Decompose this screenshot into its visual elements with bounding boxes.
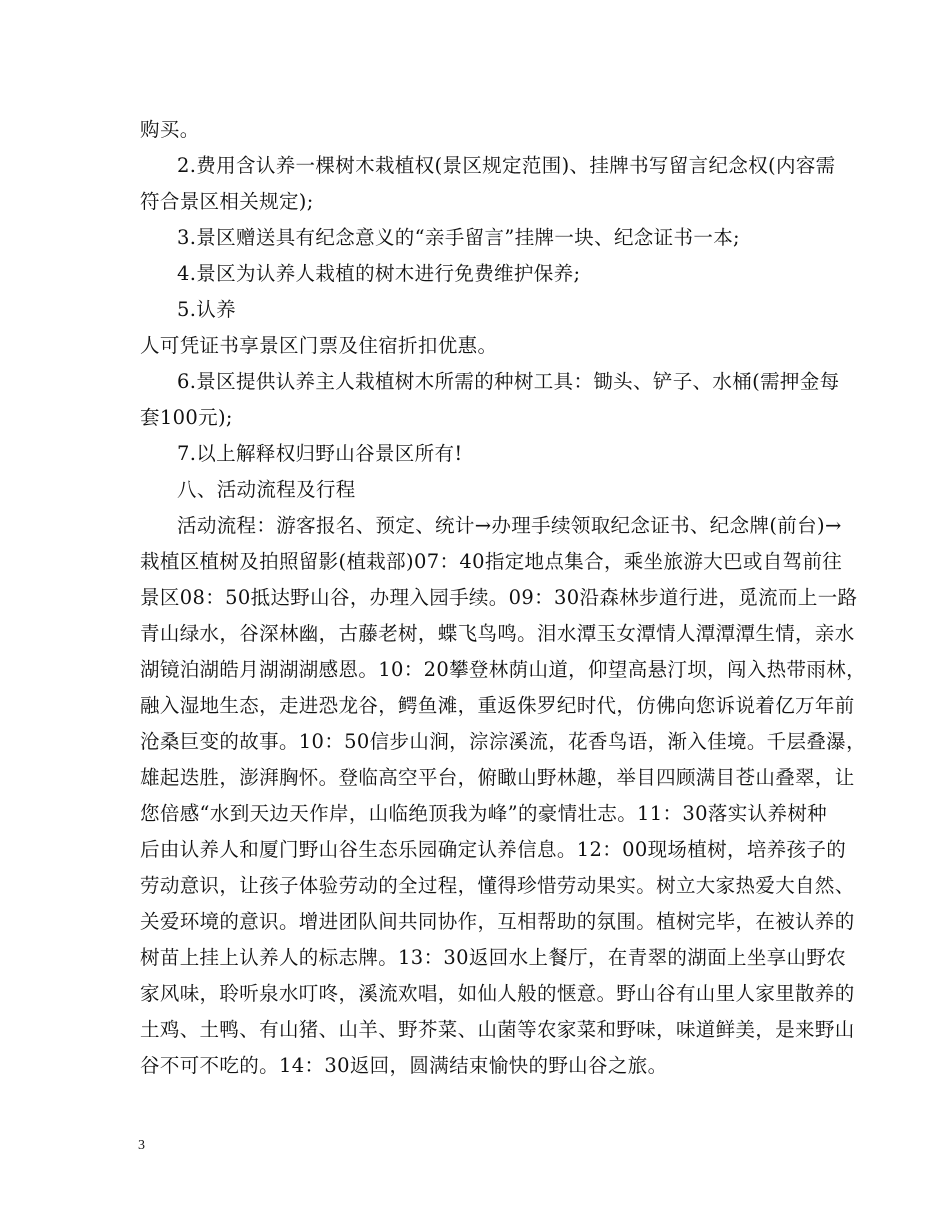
body-line: 后由认养人和厦门野山谷生态乐园确定认养信息。12：00现场植树，培养孩子的 <box>140 838 847 861</box>
section-heading: 八、活动流程及行程 <box>177 478 356 501</box>
body-line: 栽植区植树及拍照留影(植栽部)07：40指定地点集合，乘坐旅游大巴或自驾前往 <box>140 550 843 573</box>
body-line: 购买。 <box>140 118 200 141</box>
body-line: 您倍感“水到天边天作岸，山临绝顶我为峰”的豪情壮志。11：30落实认养树种 <box>140 802 828 825</box>
body-line: 劳动意识，让孩子体验劳动的全过程，懂得珍惜劳动果实。树立大家热爱大自然、 <box>140 874 855 897</box>
body-line: 家风味，聆听泉水叮咚，溪流欢唱，如仙人般的惬意。野山谷有山里人家里散养的 <box>140 982 855 1005</box>
body-line: 沧桑巨变的故事。10：50信步山涧，淙淙溪流，花香鸟语，渐入佳境。千层叠瀑， <box>140 730 866 753</box>
body-line: 青山绿水，谷深林幽，古藤老树，蝶飞鸟鸣。泪水潭玉女潭情人潭潭潭生情，亲水 <box>140 622 855 645</box>
body-line: 关爱环境的意识。增进团队间共同协作，互相帮助的氛围。植树完毕，在被认养的 <box>140 910 855 933</box>
body-line: 谷不可不吃的。14：30返回，圆满结束愉快的野山谷之旅。 <box>140 1054 668 1077</box>
body-line: 套100元); <box>140 406 233 429</box>
body-line: 符合景区相关规定); <box>140 190 314 213</box>
body-line: 3.景区赠送具有纪念意义的“亲手留言”挂牌一块、纪念证书一本; <box>177 226 740 249</box>
body-line: 人可凭证书享景区门票及住宿折扣优惠。 <box>140 334 498 357</box>
body-line: 树苗上挂上认养人的标志牌。13：30返回水上餐厅，在青翠的湖面上坐享山野农 <box>140 946 847 969</box>
body-line: 7.以上解释权归野山谷景区所有! <box>177 442 463 465</box>
body-line: 4.景区为认养人栽植的树木进行免费维护保养; <box>177 262 581 285</box>
body-line: 湖镜泊湖皓月湖湖湖感恩。10：20攀登林荫山道，仰望高悬汀坝，闯入热带雨林， <box>140 658 866 681</box>
body-line: 6.景区提供认养主人栽植树木所需的种树工具：锄头、铲子、水桶(需押金每 <box>177 370 840 393</box>
body-line: 5.认养 <box>177 298 237 321</box>
body-line: 雄起迭胜，澎湃胸怀。登临高空平台，俯瞰山野林趣，举目四顾满目苍山叠翠，让 <box>140 766 855 789</box>
body-line: 景区08：50抵达野山谷，办理入园手续。09：30沿森林步道行进，觅流而上一路 <box>140 586 858 609</box>
body-line: 土鸡、土鸭、有山猪、山羊、野芥菜、山菌等农家菜和野味，味道鲜美，是来野山 <box>140 1018 855 1041</box>
body-line: 融入湿地生态，走进恐龙谷，鳄鱼滩，重返侏罗纪时代，仿佛向您诉说着亿万年前 <box>140 694 855 717</box>
page-number: 3 <box>138 1138 145 1153</box>
body-line: 活动流程：游客报名、预定、统计→办理手续领取纪念证书、纪念牌(前台)→ <box>177 514 842 537</box>
body-line: 2.费用含认养一棵树木栽植权(景区规定范围)、挂牌书写留言纪念权(内容需 <box>177 154 836 177</box>
